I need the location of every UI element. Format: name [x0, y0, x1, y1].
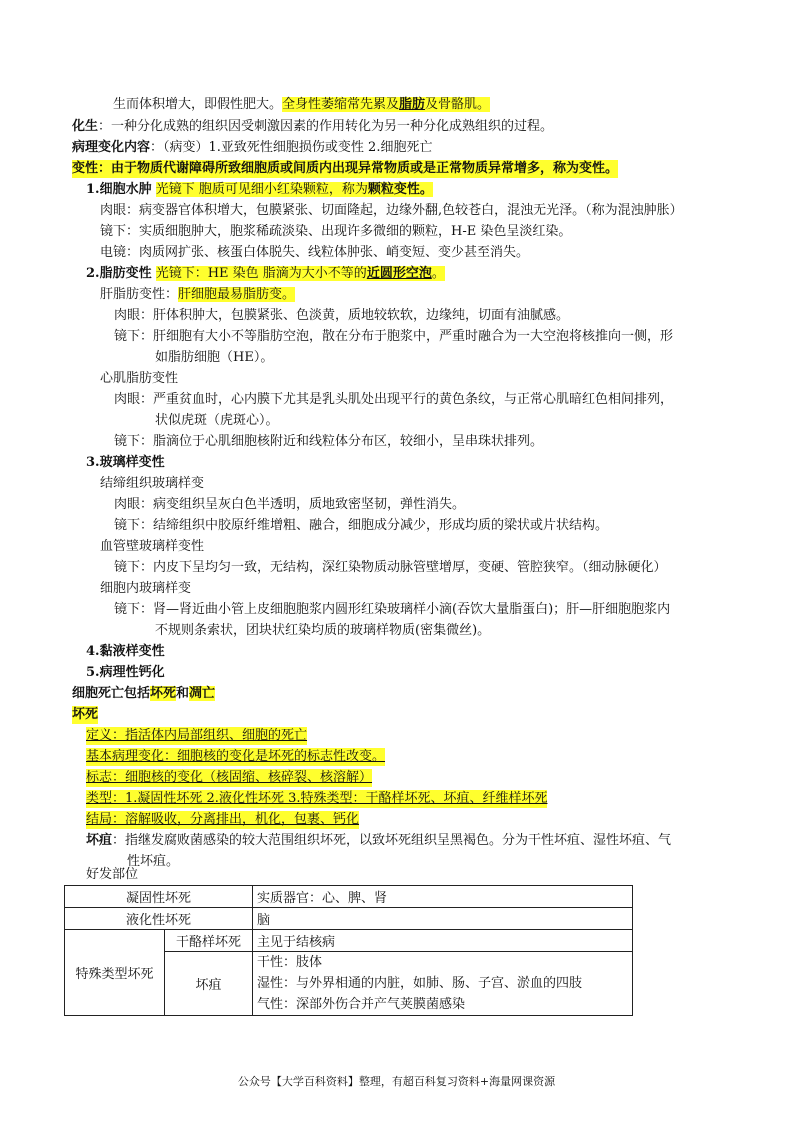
text-line: 镜下：实质细胞肿大，胞浆稀疏淡染、出现许多微细的颗粒，H-E 染色呈淡红染。 — [100, 224, 572, 239]
line-text: ：（病变）1.亚致死性细胞损伤或变性 2.细胞死亡 — [150, 140, 433, 155]
heading-mucoid: 4.黏液样变性 — [86, 644, 165, 659]
subheading: 细胞内玻璃样变 — [100, 581, 192, 596]
table-cell: 脑 — [253, 908, 633, 930]
text-line: 镜下：肝细胞有大小不等脂肪空泡，散在分布于胞浆中，严重时融合为一大空泡将核推向一侧，形 — [114, 329, 674, 344]
cell-death-line — [72, 685, 215, 703]
heading-necrosis: 坏死 — [72, 707, 99, 722]
text-line — [113, 96, 490, 114]
heading-cell-swelling — [86, 181, 433, 199]
text-line: 镜下：脂滴位于心肌细胞核附近和线粒体分布区，较细小，呈串珠状排列。 — [114, 434, 544, 449]
highlighted-term: 脂肪 — [399, 97, 426, 112]
footer: 公众号【大学百科资料】整理，有超百科复习资料+海量网课资源 — [237, 1075, 556, 1088]
table-cell: 特殊类型坏死 — [65, 930, 165, 1016]
text-line: 肉眼：病变组织呈灰白色半透明，质地致密坚韧，弹性消失。 — [114, 497, 466, 512]
line-text: 生而体积增大，即假性肥大。 — [113, 97, 283, 112]
text-line: 电镜：肉质网扩张、核蛋白体脱失、线粒体肿张、峭变短、变少甚至消失。 — [100, 245, 530, 260]
table-row — [65, 908, 633, 930]
line-text: 和 — [176, 686, 190, 701]
text-line: 状似虎斑（虎斑心）。 — [155, 413, 279, 428]
table-cell: 主见于结核病 — [253, 930, 633, 952]
table-cell: 凝固性坏死 — [65, 886, 253, 908]
necrosis-types: 类型：1.凝固性坏死 2.液化性坏死 3.特殊类型：干酪样坏死、坏疽、纤维样坏死 — [86, 791, 548, 806]
table-cell: 液化性坏死 — [65, 908, 253, 930]
heading-hyaline: 3.玻璃样变性 — [86, 455, 165, 470]
highlighted-text: 光镜下 胞质可见细小红染颗粒，称为 — [155, 182, 368, 197]
highlighted-text: 光镜下：HE 染色 脂滴为大小不等的 — [155, 266, 367, 281]
table-cell: 实质器官：心、脾、肾 — [253, 886, 633, 908]
subheading: 血管壁玻璃样变性 — [100, 539, 205, 554]
table-row — [65, 930, 633, 952]
subheading-liver — [100, 286, 295, 304]
cell-line: 干性：肢体 — [257, 955, 323, 970]
subheading: 结缔组织玻璃样变 — [100, 476, 205, 491]
text-line: 镜下：肾—肾近曲小管上皮细胞胞浆内圆形红染玻璃样小滴(吞饮大量脂蛋白)；肝—肝细胞胞浆内 — [114, 602, 671, 617]
text-line: 镜下：内皮下呈均匀一致，无结构，深红染物质动脉管壁增厚，变硬、管腔狭窄。（细动脉硬化） — [114, 560, 667, 575]
necrosis-outcome: 结局：溶解吸收，分离排出，机化，包裹、钙化 — [86, 812, 360, 827]
subheading-heart: 心肌脂肪变性 — [100, 371, 179, 386]
text-line: 如脂肪细胞（HE）。 — [155, 350, 274, 365]
table-caption: 好发部位 — [86, 867, 139, 882]
highlighted-term: 颗粒变性。 — [367, 182, 433, 197]
pathology-content — [72, 139, 432, 157]
term: 病理变化内容 — [72, 140, 151, 155]
cell-line: 气性：深部外伤合并产气荚膜菌感染 — [257, 997, 466, 1012]
highlighted-term: 坏死 — [150, 686, 177, 701]
table-cell: 坏疽 — [165, 952, 253, 1016]
necrosis-basic-change: 基本病理变化：细胞核的变化是坏死的标志性改变。 — [86, 749, 386, 764]
definition-metaplasia — [72, 118, 553, 136]
heading: 2.脂肪变性 — [86, 266, 152, 281]
highlighted-term: 近圆形空泡 — [366, 266, 432, 281]
table-cell — [253, 952, 633, 1016]
line-text: 肝脂肪变性： — [100, 287, 179, 302]
cell-line: 湿性：与外界相通的内脏，如肺、肠、子宫、淤血的四肢 — [257, 976, 583, 991]
highlighted-text: 及骨骼肌。 — [425, 97, 491, 112]
line-text: ：一种分化成熟的组织因受刺激因素的作用转化为另一种分化成熟组织的过程。 — [98, 119, 554, 134]
highlighted-text: 。 — [431, 266, 445, 281]
text-line: 肉眼：肝体积肿大，包膜紧张、色淡黄，质地较软软，边缘纯，切面有油腻感。 — [114, 308, 570, 323]
highlighted-text: 肝细胞最易脂肪变。 — [178, 287, 296, 302]
gangrene-line — [86, 832, 671, 850]
heading: 1.细胞水肿 — [86, 182, 152, 197]
text-line: 性坏疽。 — [127, 854, 180, 869]
heading-fatty-change — [86, 265, 445, 283]
text-line: 镜下：结缔组织中胶原纤维增粗、融合，细胞成分减少，形成均质的梁状或片状结构。 — [114, 518, 609, 533]
table-row — [65, 886, 633, 908]
highlighted-term: 凋亡 — [189, 686, 216, 701]
line-text: 细胞死亡包括 — [72, 686, 151, 701]
term: 坏疽 — [86, 833, 113, 848]
necrosis-marker: 标志：细胞核的变化（核固缩、核碎裂、核溶解） — [86, 770, 373, 785]
predilection-table — [64, 885, 633, 1016]
text-line: 肉眼：病变器官体积增大，包膜紧张、切面隆起，边缘外翻,色较苍白，混浊无光泽。（称为混浊肿胀） — [100, 203, 683, 218]
highlighted-text: 全身性萎缩常先累及 — [282, 97, 400, 112]
heading-calcification: 5.病理性钙化 — [86, 665, 165, 680]
term: 化生 — [72, 119, 99, 134]
text-line: 不规则条索状，团块状红染均质的玻璃样物质(密集微丝)。 — [155, 623, 491, 638]
necrosis-definition: 定义：指活体内局部组织、细胞的死亡 — [86, 728, 308, 743]
definition-degeneration: 变性：由于物质代谢障碍所致细胞质或间质内出现异常物质或是正常物质异常增多，称为变性。 — [72, 161, 619, 176]
text-line: 肉眼：严重贫血时，心内膜下尤其是乳头肌处出现平行的黄色条纹，与正常心肌暗红色相间排列， — [114, 392, 674, 407]
line-text: ：指继发腐败菌感染的较大范围组织坏死，以致坏死组织呈黑褐色。分为干性坏疽、湿性坏疽、气 — [112, 833, 672, 848]
table-cell: 干酪样坏死 — [165, 930, 253, 952]
